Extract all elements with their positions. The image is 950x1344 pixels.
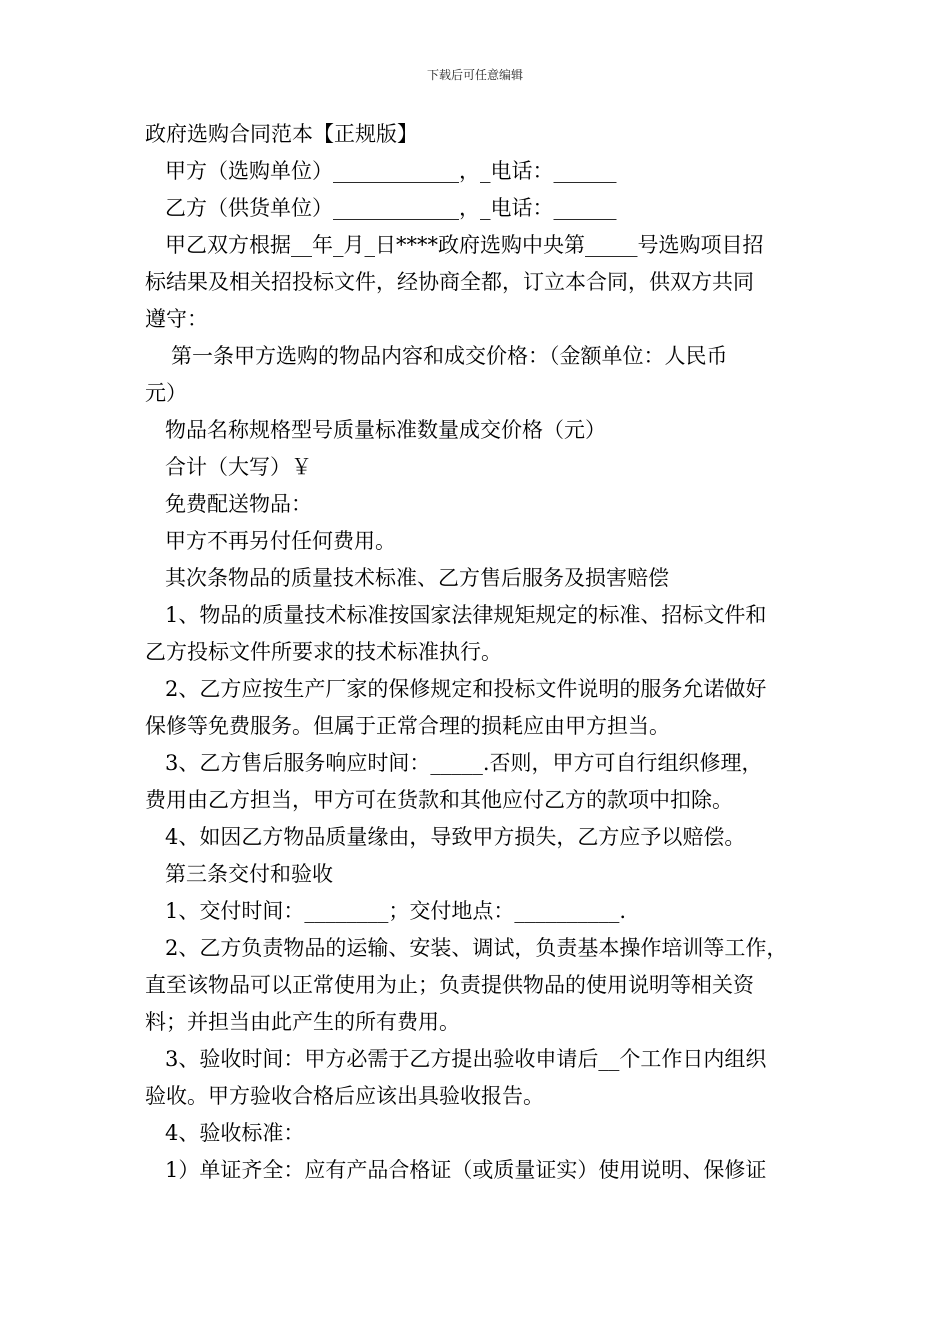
paragraph-line: 4、如因乙方物品质量缘由，导致甲方损失，乙方应予以赔偿。 bbox=[165, 825, 746, 849]
paragraph-line: 3、验收时间：甲方必需于乙方提出验收申请后__个工作日内组织 bbox=[165, 1047, 767, 1071]
document-title: 政府选购合同范本【正规版】 bbox=[145, 122, 418, 146]
paragraph-line: 其次条物品的质量技术标准、乙方售后服务及损害赔偿 bbox=[165, 566, 669, 590]
paragraph-line: 料；并担当由此产生的所有费用。 bbox=[145, 1010, 460, 1034]
document-body bbox=[145, 116, 815, 1189]
paragraph-line: 直至该物品可以正常使用为止；负责提供物品的使用说明等相关资 bbox=[145, 973, 754, 997]
paragraph-line: 乙方投标文件所要求的技术标准执行。 bbox=[145, 640, 502, 664]
paragraph-line: 验收。甲方验收合格后应该出具验收报告。 bbox=[145, 1084, 544, 1108]
paragraph-line: 合计（大写）￥ bbox=[165, 455, 312, 479]
page-header-note: 下载后可任意编辑 bbox=[426, 68, 523, 82]
paragraph-line: 保修等免费服务。但属于正常合理的损耗应由甲方担当。 bbox=[145, 714, 670, 738]
paragraph-line: 元） bbox=[145, 381, 187, 405]
paragraph-line: 甲方（选购单位）____________，_电话：______ bbox=[165, 159, 617, 183]
paragraph-line: 物品名称规格型号质量标准数量成交价格（元） bbox=[165, 418, 606, 442]
paragraph-line: 2、乙方应按生产厂家的保修规定和投标文件说明的服务允诺做好 bbox=[165, 677, 767, 701]
paragraph-line: 1）单证齐全：应有产品合格证（或质量证实）使用说明、保修证 bbox=[165, 1158, 767, 1182]
paragraph-line: 2、乙方负责物品的运输、安装、调试，负责基本操作培训等工作， bbox=[165, 936, 788, 960]
paragraph-line: 费用由乙方担当，甲方可在货款和其他应付乙方的款项中扣除。 bbox=[145, 788, 733, 812]
paragraph-line: 甲乙双方根据__年_月_日****政府选购中央第_____号选购项目招 bbox=[165, 233, 764, 257]
paragraph-line: 免费配送物品： bbox=[165, 492, 312, 516]
paragraph-line: 第三条交付和验收 bbox=[165, 862, 333, 886]
paragraph-line: 1、交付时间：________；交付地点：__________. bbox=[165, 899, 627, 923]
paragraph-line: 遵守： bbox=[145, 307, 208, 331]
paragraph-line: 1、物品的质量技术标准按国家法律规矩规定的标准、招标文件和 bbox=[165, 603, 767, 627]
paragraph-line: 4、验收标准： bbox=[165, 1121, 305, 1145]
paragraph-line: 标结果及相关招投标文件，经协商全都，订立本合同，供双方共同 bbox=[145, 270, 754, 294]
paragraph-line: 甲方不再另付任何费用。 bbox=[165, 529, 396, 553]
paragraph-line: 乙方（供货单位）____________，_电话：______ bbox=[165, 196, 617, 220]
paragraph-line: 3、乙方售后服务响应时间：_____.否则，甲方可自行组织修理， bbox=[165, 751, 763, 775]
paragraph-line: 第一条甲方选购的物品内容和成交价格：（金额单位：人民币 bbox=[171, 344, 728, 368]
